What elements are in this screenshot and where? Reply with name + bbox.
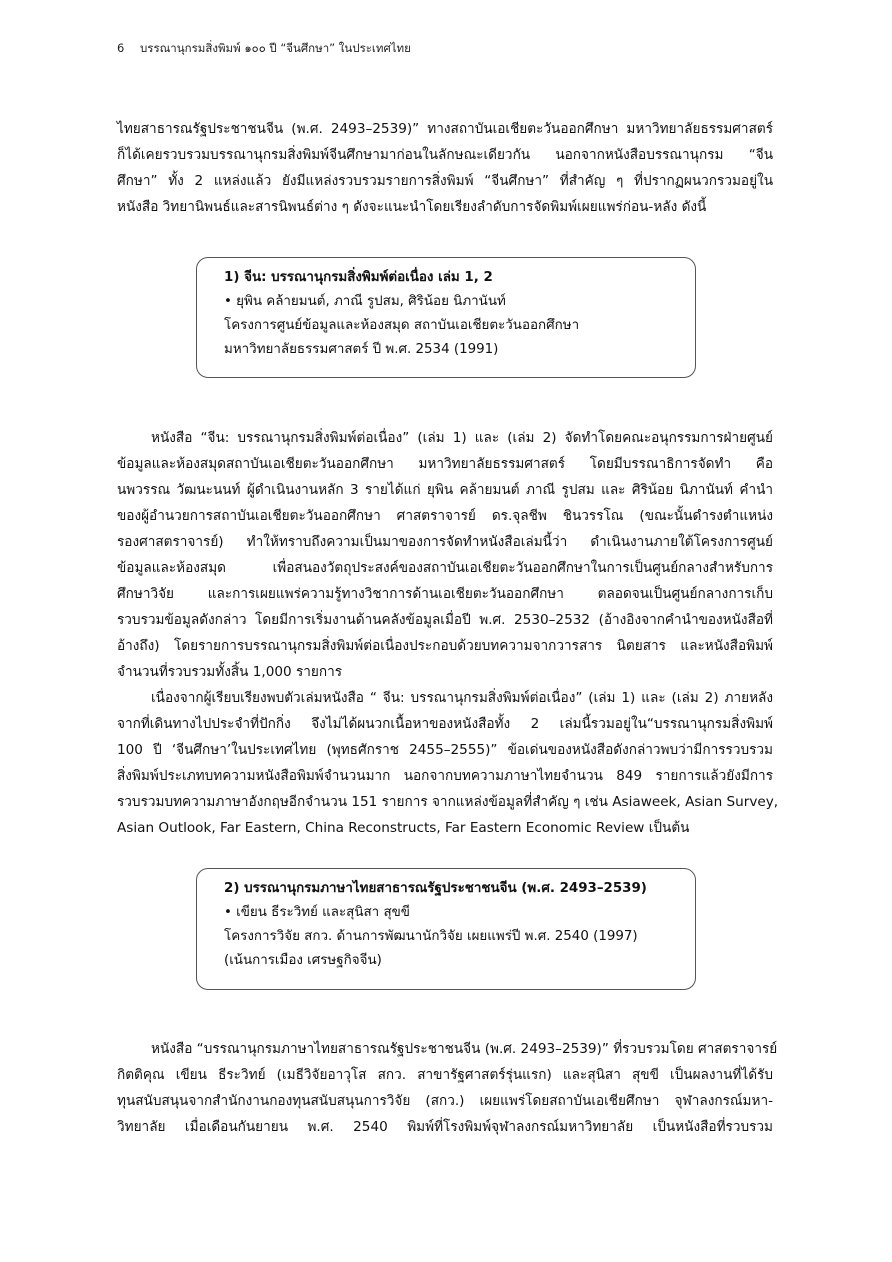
text-line: หนังสือ “จีน: บรรณานุกรมสิ่งพิมพ์ต่อเนื่อง” (เล่ม 1) และ (เล่ม 2) จัดทำโดยคณะอนุกรรมการฝ่ายศูนย์ — [151, 430, 773, 446]
text-line: รวบรวมบทความภาษาอังกฤษอีกจำนวน 151 รายการ จากแหล่งข้อมูลที่สำคัญ ๆ เช่น Asiaweek, Asian Survey, — [117, 794, 779, 810]
text-line: หนังสือ “บรรณานุกรมภาษาไทยสาธารณรัฐประชาชนจีน (พ.ศ. 2493–2539)” ที่รวบรวมโดย ศาสตราจารย์ — [151, 1041, 778, 1057]
text-line: หนังสือ วิทยานิพนธ์และสารนิพนธ์ต่าง ๆ ดังจะแนะนำโดยเรียงลำดับการจัดพิมพ์เผยแพร่ก่อน-หลัง ดังนี้ — [117, 199, 707, 215]
text-line: ไทยสาธารณรัฐประชาชนจีน (พ.ศ. 2493–2539)” ทางสถาบันเอเชียตะวันออกศึกษา มหาวิทยาลัยธรรมศาสตร์ — [117, 121, 773, 137]
text-line: ข้อมูลและห้องสมุด เพื่อสนองวัตถุประสงค์ของสถาบันเอเชียตะวันออกศึกษาในการเป็นศูนย์กลางสำหรับการ — [117, 560, 773, 576]
text-line: ข้อมูลและห้องสมุดสถาบันเอเชียตะวันออกศึกษา มหาวิทยาลัยธรรมศาสตร์ โดยมีบรรณาธิการจัดทำ คือ — [117, 456, 773, 472]
paragraph-2 — [117, 425, 773, 685]
reference-title: 1) จีน: บรรณานุกรมสิ่งพิมพ์ต่อเนื่อง เล่ม 1, 2 — [224, 270, 493, 285]
reference-year: มหาวิทยาลัยธรรมศาสตร์ ปี พ.ศ. 2534 (1991) — [224, 342, 499, 357]
paragraph-3 — [117, 685, 779, 841]
intro-paragraph — [117, 116, 773, 220]
text-line: อ้างถึง) โดยรายการบรรณานุกรมสิ่งพิมพ์ต่อเนื่องประกอบด้วยบทความจากวารสาร นิตยสาร และหนังสือพิมพ์ — [117, 638, 773, 654]
reference-box-1 — [196, 257, 696, 378]
reference-publisher: โครงการศูนย์ข้อมูลและห้องสมุด สถาบันเอเชียตะวันออกศึกษา — [224, 318, 580, 333]
text-line: จำนวนที่รวบรวมทั้งสิ้น 1,000 รายการ — [117, 664, 343, 680]
text-line: ศึกษา” ทั้ง 2 แหล่งแล้ว ยังมีแหล่งรวบรวมรายการสิ่งพิมพ์ “จีนศึกษา” ที่สำคัญ ๆ ที่ปรากฏผนวกรวมอยู่ใน — [117, 173, 773, 189]
text-line: 100 ปี ‘จีนศึกษา’ในประเทศไทย (พุทธศักราช 2455–2555)” ข้อเด่นของหนังสือดังกล่าวพบว่ามีการรวบรวม — [117, 742, 773, 758]
text-line: ทุนสนับสนุนจากสำนักงานกองทุนสนับสนุนการวิจัย (สกว.) เผยแพร่โดยสถาบันเอเชียศึกษา จุฬาลงกรณ์มหา- — [117, 1093, 773, 1109]
text-line: รวบรวมข้อมูลดังกล่าว โดยมีการเริ่มงานด้านคลังข้อมูลเมื่อปี พ.ศ. 2530–2532 (อ้างอิงจากคำนำของหนังสือที่ — [117, 612, 773, 628]
reference-title: 2) บรรณานุกรมภาษาไทยสาธารณรัฐประชาชนจีน (พ.ศ. 2493–2539) — [224, 881, 647, 896]
text-line: รองศาสตราจารย์) ทำให้ทราบถึงความเป็นมาของการจัดทำหนังสือเล่มนี้ว่า ดำเนินงานภายใต้โครงการศูนย์ — [117, 534, 773, 550]
text-line: นพวรรณ วัฒนะนนท์ ผู้ดำเนินงานหลัก 3 รายได้แก่ ยุพิน คล้ายมนต์ ภาณี รูปสม และ ศิริน้อย นิภานันท์ คำนำ — [117, 482, 773, 498]
reference-note: (เน้นการเมือง เศรษฐกิจจีน) — [224, 953, 382, 968]
text-line: ศึกษาวิจัย และการเผยแพร่ความรู้ทางวิชาการด้านเอเชียตะวันออกศึกษา ตลอดจนเป็นศูนย์กลางการเก็บ — [117, 586, 773, 602]
text-line: ก็ได้เคยรวบรวมบรรณานุกรมสิ่งพิมพ์จีนศึกษามาก่อนในลักษณะเดียวกัน นอกจากหนังสือบรรณานุกรม “จีน — [117, 147, 773, 163]
text-line: วิทยาลัย เมื่อเดือนกันยายน พ.ศ. 2540 พิมพ์ที่โรงพิมพ์จุฬาลงกรณ์มหาวิทยาลัย เป็นหนังสือที่รวบรวม — [117, 1119, 773, 1135]
text-line: ของผู้อำนวยการสถาบันเอเชียตะวันออกศึกษา ศาสตราจารย์ ดร.จุลชีพ ชินวรรโณ (ขณะนั้นดำรงตำแหน่ง — [117, 508, 773, 524]
page-number: 6 — [117, 41, 125, 55]
paragraph-4 — [117, 1036, 778, 1140]
running-header — [117, 40, 411, 58]
text-line: สิ่งพิมพ์ประเภทบทความหนังสือพิมพ์จำนวนมาก นอกจากบทความภาษาไทยจำนวน 849 รายการแล้วยังมีการ — [117, 768, 773, 784]
reference-authors: • เขียน ธีระวิทย์ และสุนิสา สุขขี — [224, 905, 410, 920]
text-line: เนื่องจากผู้เรียบเรียงพบตัวเล่มหนังสือ “ จีน: บรรณานุกรมสิ่งพิมพ์ต่อเนื่อง” (เล่ม 1) และ (เล่ม 2) ภายหลัง — [151, 690, 773, 706]
text-line: จากที่เดินทางไปประจำที่ปักกิ่ง จึงไม่ได้ผนวกเนื้อหาของหนังสือทั้ง 2 เล่มนี้รวมอยู่ใน“บรรณานุกรมสิ่งพิมพ์ — [117, 716, 773, 732]
reference-publisher: โครงการวิจัย สกว. ด้านการพัฒนานักวิจัย เผยแพร่ปี พ.ศ. 2540 (1997) — [224, 929, 638, 944]
text-line: กิตติคุณ เขียน ธีระวิทย์ (เมธีวิจัยอาวุโส สกว. สาขารัฐศาสตร์รุ่นแรก) และสุนิสา สุขขี เป็นผลงานที่ได้รับ — [117, 1067, 773, 1083]
running-title: บรรณานุกรมสิ่งพิมพ์ ๑๐๐ ปี “จีนศึกษา” ในประเทศไทย — [139, 41, 411, 55]
reference-authors: • ยุพิน คล้ายมนต์, ภาณี รูปสม, ศิริน้อย นิภานันท์ — [224, 294, 506, 309]
reference-box-2 — [196, 868, 696, 990]
text-line: Asian Outlook, Far Eastern, China Reconstructs, Far Eastern Economic Review เป็นต้น — [117, 820, 690, 836]
